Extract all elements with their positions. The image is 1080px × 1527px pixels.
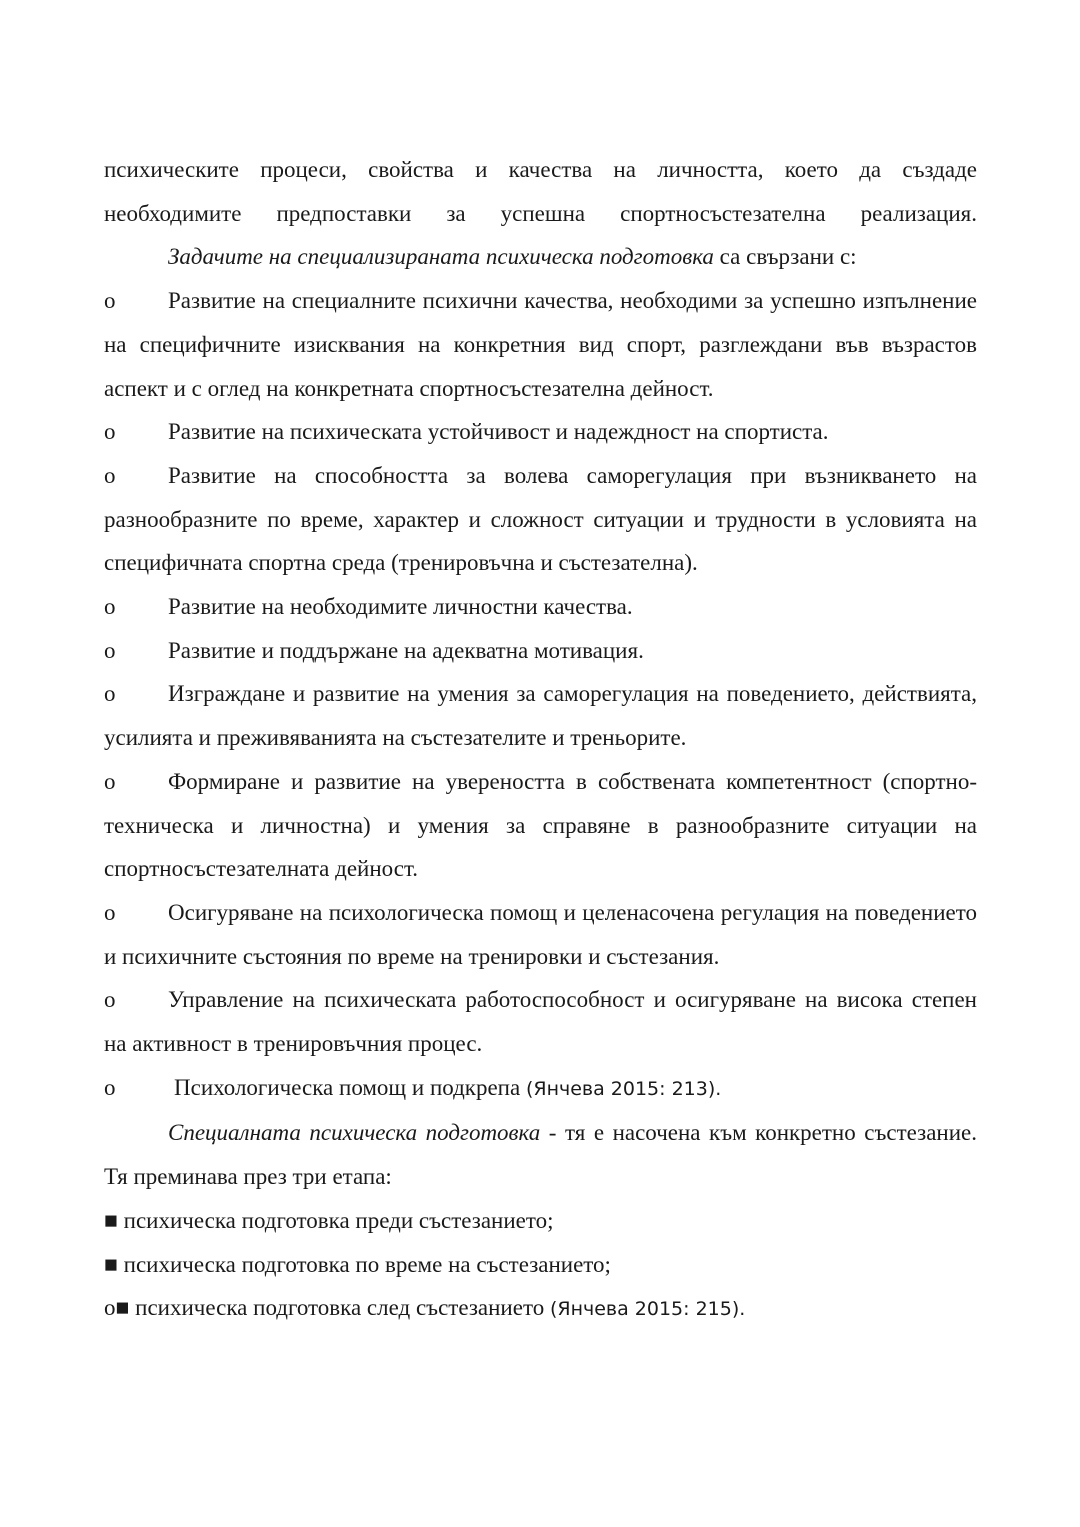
bullet-icon: o — [104, 899, 116, 925]
stage-item — [104, 1243, 977, 1287]
bullet-icon: o — [104, 987, 116, 1013]
tasks-heading-rest: са свързани с: — [713, 244, 857, 270]
list-item — [104, 629, 977, 673]
list-item-text: Развитие на специалните психични качества, необходими за успешно изпълнение на специфичните изисквания на конкретния вид спорт, разглеждани във възрастов аспект и с оглед на конкретната спортносъстезателна дейност. — [104, 288, 977, 401]
bullet-icon: o — [104, 1074, 116, 1100]
list-item-text: Изграждане и развитие на умения за саморегулация на поведението, действията, усилията и преживяванията на състезателите и треньорите. — [104, 681, 977, 751]
square-bullet-icon: o■ — [104, 1295, 136, 1321]
stages-list — [104, 1199, 977, 1332]
bullet-icon: o — [104, 637, 116, 663]
list-item-text: Развитие на необходимите личностни качества. — [168, 594, 633, 620]
paragraph-tasks-heading — [104, 235, 977, 279]
bullet-icon: o — [104, 288, 116, 314]
bullet-icon: o — [104, 594, 116, 620]
document-body — [104, 148, 977, 1332]
stage-text: психическа подготовка преди състезанието; — [123, 1207, 554, 1233]
bullet-icon: o — [104, 681, 116, 707]
stage-item — [104, 1286, 977, 1332]
list-item — [104, 891, 977, 978]
list-item-text: Психологическа помощ и подкрепа — [174, 1074, 526, 1100]
bullet-icon: o — [104, 462, 116, 488]
square-bullet-icon: ■ — [104, 1251, 124, 1277]
list-item — [104, 978, 977, 1065]
bullet-icon: o — [104, 419, 116, 445]
list-item — [104, 454, 977, 585]
list-item — [104, 410, 977, 454]
special-rest: - тя е насочена към конкретно състезание. Тя преминава през три етапа: — [104, 1120, 977, 1190]
list-item-text: Управление на психическата работоспособност и осигуряване на висока степен на активност в тренировъчния процес. — [104, 987, 977, 1057]
tasks-list — [104, 279, 977, 1111]
list-item — [104, 1066, 977, 1112]
list-item-text: Развитие на психическата устойчивост и надеждност на спортиста. — [168, 419, 829, 445]
square-bullet-icon: ■ — [104, 1207, 124, 1233]
list-item — [104, 585, 977, 629]
citation: (Янчева 2015: 215). — [549, 1298, 746, 1321]
list-item-text: Осигуряване на психологическа помощ и целенасочена регулация на поведението и психичните състояния по време на тренировки и състезания. — [104, 899, 977, 969]
stage-text: психическа подготовка по време на състезанието; — [123, 1251, 611, 1277]
special-italic: Специалната психическа подготовка — [168, 1120, 541, 1146]
bullet-icon: o — [104, 768, 116, 794]
list-item-text: Развитие на способността за волева саморегулация при възникването на разнообразните по време, характер и сложност ситуации и трудности в условията на специфичната спортна среда (тренировъчна и състезателна). — [104, 462, 977, 576]
list-item — [104, 760, 977, 891]
list-item-text: Формиране и развитие на увереността в собствената компетентност (спортно-техническа и личностна) и умения за справяне в разнообразните ситуации на спортносъстезателната дейност. — [104, 768, 977, 882]
tasks-heading-italic: Задачите на специализираната психическа подготовка — [168, 244, 714, 270]
paragraph-special — [104, 1111, 977, 1198]
stage-text: психическа подготовка след състезанието — [135, 1295, 550, 1321]
paragraph-intro: психическите процеси, свойства и качества на личността, което да създаде необходимите предпоставки за успешна спортносъстезателна реализация. — [104, 157, 977, 226]
stage-item — [104, 1199, 977, 1243]
citation: (Янчева 2015: 213). — [525, 1077, 722, 1100]
list-item — [104, 279, 977, 410]
list-item — [104, 672, 977, 759]
list-item-text: Развитие и поддържане на адекватна мотивация. — [168, 637, 644, 663]
